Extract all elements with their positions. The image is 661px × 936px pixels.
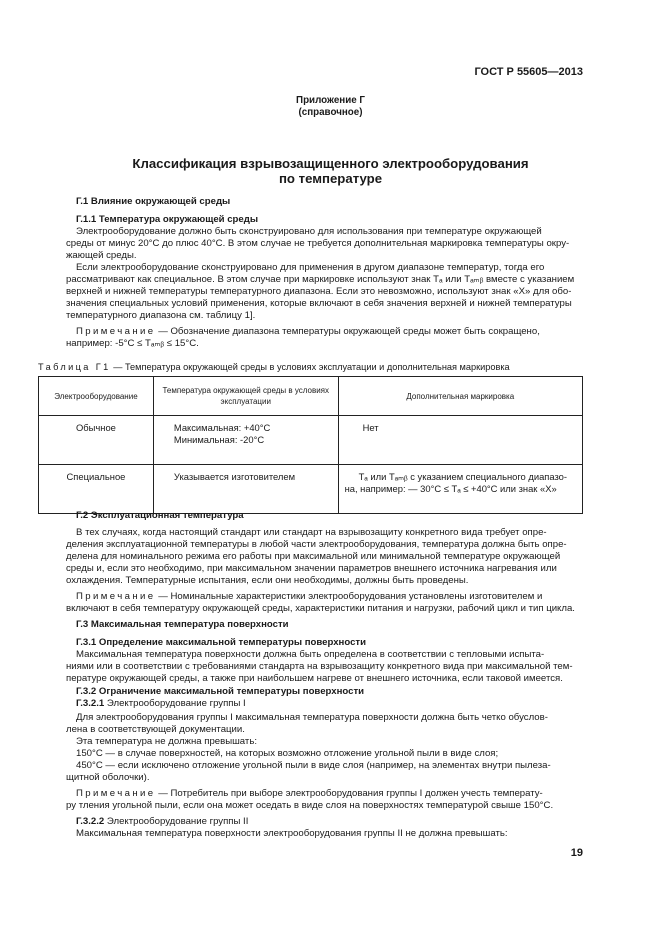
g321-line1: Для электрооборудования группы I максимальная температура поверхности должна быть четко обуслов- (76, 712, 548, 723)
note-text: — Обозначение диапазона температуры окружающей среды может быть сокращено, (155, 326, 540, 337)
g2-p-line1: В тех случаях, когда настоящий стандарт или стандарт на взрывозащиту конкретного вида требует опре- (76, 527, 547, 538)
table-caption-text: — Температура окружающей среды в условиях эксплуатации и дополнительная маркировка (110, 362, 510, 372)
table-cell: Нет (338, 416, 582, 465)
table-cell-line: Tₐ или Tₐₘᵦ с указанием специального диапазо- (358, 471, 568, 482)
table-caption-label: Таблица Г1 (38, 362, 111, 372)
table-row (39, 465, 583, 514)
g322-title: Электрооборудование группы II (104, 816, 249, 827)
g2-p-line5: охлаждения. Температурные испытания, если они необходимы, должны быть проведены. (66, 575, 469, 586)
g31-line1: Максимальная температура поверхности должна быть определена в соответствии с тепловыми испыта- (76, 649, 545, 660)
main-title-line2: по температуре (278, 171, 383, 186)
appendix-title: Приложение Г (296, 95, 365, 106)
g11-p1-line3: жающей среды. (66, 250, 137, 261)
table-cell (153, 416, 338, 465)
section-g321-heading (76, 698, 246, 710)
g2-p-line4: среды и, если это необходимо, при максимальном значении параметров внешнего источника нагревания или (66, 563, 557, 574)
section-g1-heading: Г.1 Влияние окружающей среды (76, 196, 231, 207)
table-header-cell: Дополнительная маркировка (338, 377, 582, 416)
document-code: ГОСТ Р 55605—2013 (474, 66, 583, 78)
note-label: Примечание (76, 326, 156, 337)
g3-note-line1 (76, 788, 543, 800)
section-g32-heading: Г.3.2 Ограничение максимальной температуры поверхности (76, 686, 365, 697)
g31-line2: ниями или в соответствии с требованиями стандарта на взрывозащиту конкретного вида при максимальной тем- (66, 661, 573, 672)
note-label: Примечание (76, 591, 156, 602)
section-g2-heading: Г.2 Эксплуатационная температура (76, 510, 244, 521)
table-cell-line: Минимальная: -20°С (173, 434, 265, 445)
section-g31-heading: Г.3.1 Определение максимальной температуры поверхности (76, 637, 366, 648)
table-cell: Обычное (39, 416, 154, 465)
g321-number: Г.3.2.1 (76, 698, 105, 709)
g3-note-line2: ру тления угольной пыли, если она может оседать в виде слоя на поверхностях температурой свыше 150°С. (66, 800, 554, 811)
temperature-table (38, 376, 583, 514)
table-cell (338, 465, 582, 514)
appendix-subtitle: (справочное) (298, 107, 363, 118)
note-text: — Номинальные характеристики электрооборудования установлены изготовителем и (155, 591, 543, 602)
g11-p1-line2: среды от минус 20°С до плюс 40°С. В этом случае не требуется дополнительная маркировка температуры окру- (66, 238, 570, 249)
g322-line1: Максимальная температура поверхности электрооборудования группы II не должна превышать: (76, 828, 508, 839)
g2-p-line2: деления эксплуатационной температуры в любой части электрооборудования, температура должна быть опре- (66, 539, 567, 550)
g322-number: Г.3.2.2 (76, 816, 105, 827)
main-title-line1: Классификация взрывозащищенного электрооборудования (132, 156, 529, 171)
note-label: Примечание (76, 788, 156, 799)
section-g322-heading (76, 816, 248, 828)
table-row (39, 416, 583, 465)
g321-line2: лена в соответствующей документации. (66, 724, 245, 735)
table-header-cell: Температура окружающей среды в условиях эксплуатации (153, 377, 338, 416)
table-cell-line: Максимальная: +40°С (173, 422, 271, 433)
g2-p-line3: делена для номинального режима его работы при максимальной или минимальной температуре окружающей (66, 551, 561, 562)
g11-p2-line3: верхней и нижней температуры температурного диапазона. Если это невозможно, используют знак «X» для обо- (66, 286, 572, 297)
g11-p1-line1: Электрооборудование должно быть сконструировано для использования при температуре окружающей (76, 226, 542, 237)
g31-line3: пературе окружающей среды, а также при наибольшем нагреве от внешнего источника, если таковой имеется. (66, 673, 563, 684)
g1-note-line1 (76, 326, 540, 338)
g321-line5: 450°С — если исключено отложение угольной пыли в виде слоя (например, на элементах внутри пылеза- (76, 760, 551, 771)
note-text: — Потребитель при выборе электрооборудования группы I должен учесть температу- (155, 788, 543, 799)
g2-note-line2: включают в себя температуру окружающей среды, характеристики питания и нагрузки, рабочий цикл и тип цикла. (66, 603, 575, 614)
table-header-cell: Электрооборудование (39, 377, 154, 416)
table-cell: Указывается изготовителем (153, 465, 338, 514)
g11-p2-line1: Если электрооборудование сконструировано для применения в другом диапазоне температур, тогда его (76, 262, 545, 273)
table-header-row (39, 377, 583, 416)
g11-p2-line4: значения специальных условий применения, которые включают в себя значения верхней и нижней температуры (66, 298, 572, 309)
g321-line6: щитной оболочки). (66, 772, 150, 783)
g2-note-line1 (76, 591, 542, 603)
g1-note-line2: например: -5°С ≤ Tₐₘᵦ ≤ 15°С. (66, 338, 199, 349)
g321-line4: 150°С — в случае поверхностей, на которых возможно отложение угольной пыли в виде слоя; (76, 748, 499, 759)
table-cell: Специальное (39, 465, 154, 514)
g11-p2-line2: рассматривают как специальное. В этом случае при маркировке используют знак Tₐ или Tₐₘᵦ вместе с указанием (66, 274, 575, 285)
g11-p2-line5: температурного диапазона см. таблицу 1]. (66, 310, 256, 321)
section-g3-heading: Г.3 Максимальная температура поверхности (76, 619, 289, 630)
table-caption (38, 361, 510, 373)
table-cell-line: на, например: — 30°С ≤ Tₐ ≤ +40°С или знак «X» (344, 483, 557, 494)
g321-line3: Эта температура не должна превышать: (76, 736, 257, 747)
g321-title: Электрооборудование группы I (104, 698, 246, 709)
section-g11-heading: Г.1.1 Температура окружающей среды (76, 214, 259, 225)
page-number: 19 (570, 847, 583, 859)
